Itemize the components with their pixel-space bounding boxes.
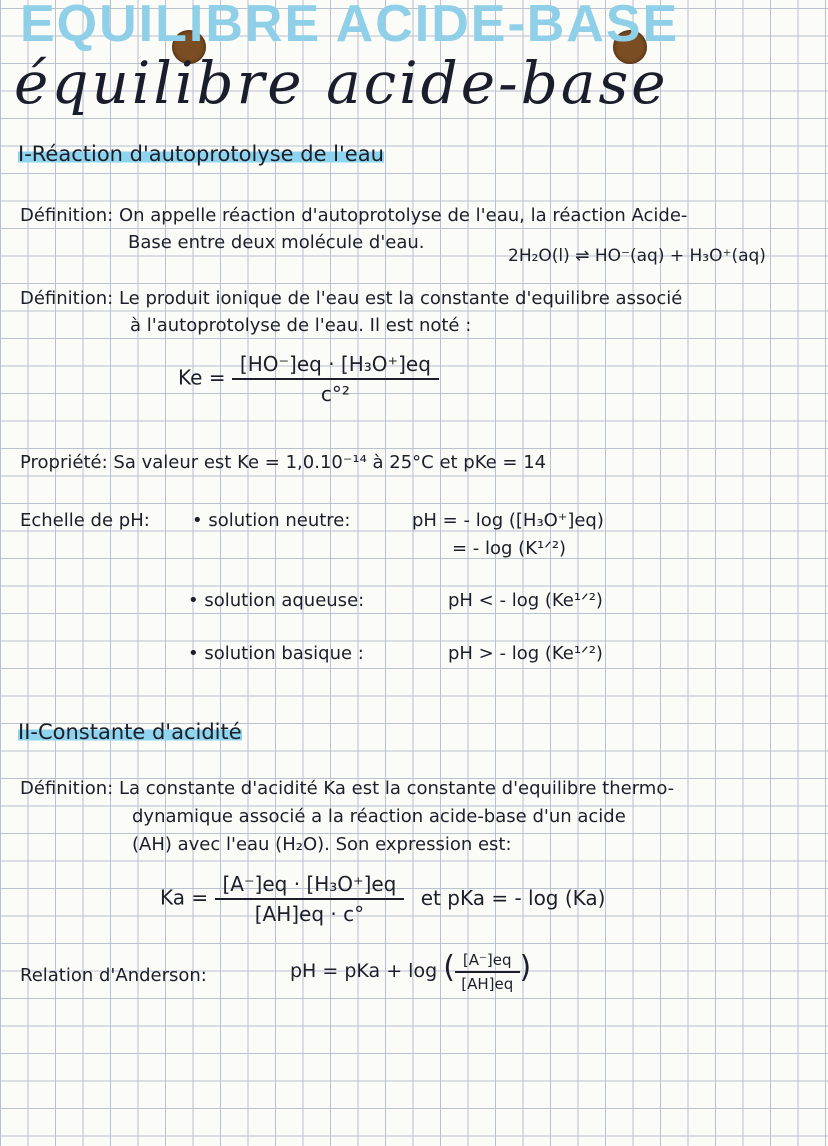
definition-ka: Définition: La constante d'acidité Ka est la constante d'equilibre thermo-: [20, 778, 675, 799]
section1-heading: I-Réaction d'autoprotolyse de l'eau: [18, 142, 384, 166]
autoprotolysis-equation: 2H₂O(l) ⇌ HO⁻(aq) + H₃O⁺(aq): [508, 246, 766, 266]
definition-ka-line2: dynamique associé a la réaction acide-base d'un acide: [132, 806, 626, 827]
basic-solution-label: • solution basique :: [188, 643, 364, 664]
property-ke: Propriété: Sa valeur est Ke = 1,0.10⁻¹⁴ à 25°C et pKe = 14: [20, 452, 547, 473]
pka-formula: et pKa = - log (Ka): [420, 885, 606, 910]
definition-ionic-product: Définition: Le produit ionique de l'eau est la constante d'equilibre associé: [20, 288, 683, 309]
neutral-solution-label: • solution neutre:: [192, 510, 351, 531]
acid-solution-label: • solution aqueuse:: [188, 590, 365, 611]
basic-solution-eq: pH > - log (Ke¹ᐟ²): [448, 643, 603, 664]
acid-solution-eq: pH < - log (Ke¹ᐟ²): [448, 590, 603, 611]
neutral-solution-eq1: pH = - log ([H₃O⁺]eq): [412, 510, 604, 531]
neutral-solution-eq2: = - log (K¹ᐟ²): [452, 538, 567, 559]
definition-autoprotolyse: Définition: On appelle réaction d'autoprotolyse de l'eau, la réaction Acide-: [20, 205, 688, 226]
page-title: équilibre acide-base: [14, 49, 669, 117]
ph-scale-label: Echelle de pH:: [20, 510, 150, 531]
anderson-relation-label: Relation d'Anderson:: [20, 965, 207, 986]
definition-ionic-product-line2: à l'autoprotolyse de l'eau. Il est noté :: [130, 315, 472, 336]
anderson-relation: pH = pKa + log ( $\frac{[A^-]eq}{[AH]eq}$ ): [290, 950, 532, 993]
definition-autoprotolyse-line2: Base entre deux molécule d'eau.: [128, 232, 425, 253]
ke-formula: Ke = $\frac{\text{[HO⁻]eq · [H₃O⁺]eq}}{\text{c°²}}$: [178, 352, 439, 406]
title-background-lettering: EQUILIBRE ACIDE-BASE: [20, 0, 680, 53]
definition-ka-line3: (AH) avec l'eau (H₂O). Son expression est:: [132, 834, 512, 855]
section2-heading: II-Constante d'acidité: [18, 720, 242, 744]
ka-formula: Ka = $\frac{\text{[A⁻]eq · [H₃O⁺]eq}}{[AH]eq \cdot c^\circ}$ et pKa = - log (Ka): [160, 872, 606, 926]
